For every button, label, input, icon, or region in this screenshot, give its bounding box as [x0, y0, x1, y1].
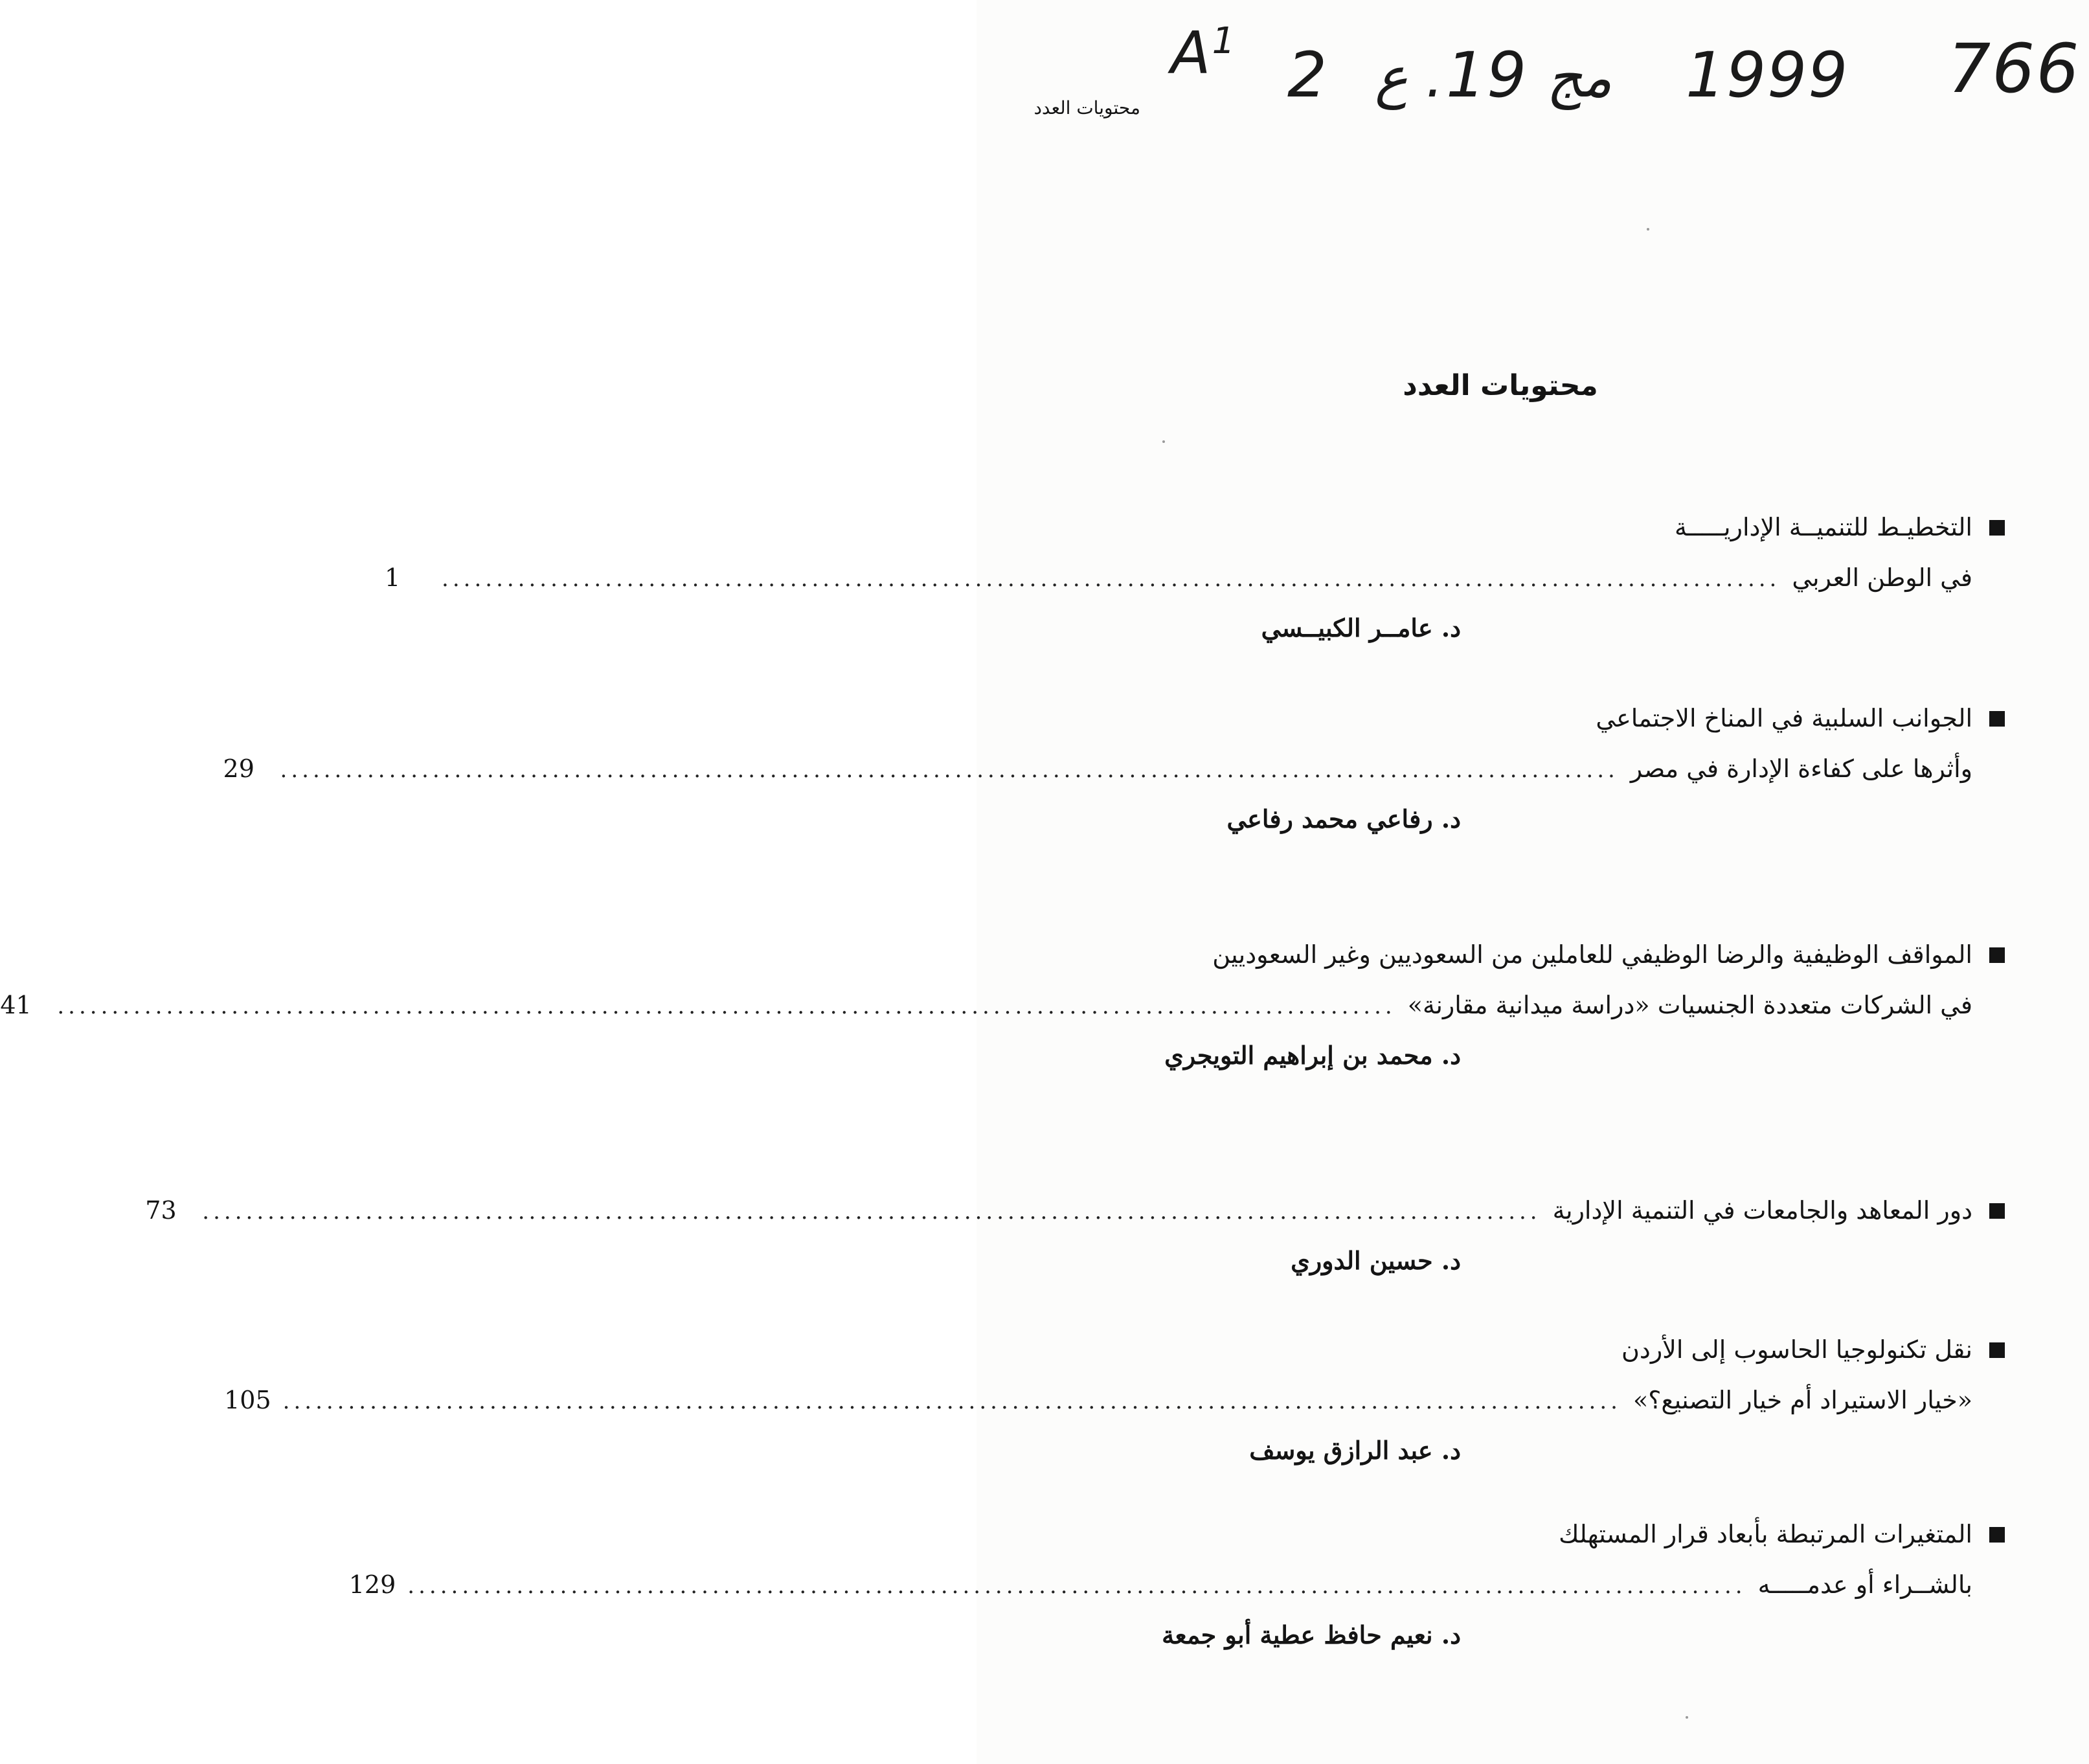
toc-entry[interactable]: [348, 1509, 2005, 1660]
toc-entry[interactable]: [224, 1324, 2005, 1476]
handwritten-number: 19: [1446, 39, 1528, 111]
author-line: [1008, 1236, 2005, 1286]
handwritten-day: 2: [1287, 39, 1329, 111]
toc-title-text: في الوطن العربي: [1792, 563, 1972, 592]
author-line: [1008, 1425, 2005, 1476]
toc-title-text: «خيار الاستيراد أم خيار التصنيع؟»: [1632, 1386, 1972, 1414]
toc-title-text: المتغيرات المرتبطة بأبعاد قرار المستهلك: [1559, 1520, 1972, 1548]
page-number: 29: [223, 754, 254, 783]
toc-entry[interactable]: [145, 1185, 2005, 1286]
leader-row: [223, 743, 1972, 795]
dot-leader: ...........................................................................................................................: [202, 1199, 1541, 1225]
author-name: د. رفاعي محمد رفاعي: [1226, 804, 1461, 833]
page-number: 1: [385, 563, 401, 592]
leader-row: [348, 1559, 1972, 1611]
handwritten-mj: مج: [1546, 45, 1612, 110]
toc-title-text: بالشــراء أو عدمـــــه: [1757, 1570, 1972, 1599]
dot-leader: ...........................................................................................................................: [282, 1388, 1621, 1414]
toc-title-line: [145, 1185, 2005, 1236]
toc-title-text: نقل تكنولوجيا الحاسوب إلى الأردن: [1621, 1335, 1972, 1364]
toc-title-line: [1008, 1324, 2005, 1375]
toc-title-text: في الشركات متعددة الجنسيات «دراسة ميدانية مقارنة»: [1407, 991, 1972, 1019]
page-number: 129: [348, 1570, 396, 1599]
running-header: محتويات العدد: [1033, 97, 1140, 119]
dot-leader: ...........................................................................................................................: [442, 566, 1781, 592]
bullet-square-icon: [1989, 1203, 2005, 1219]
toc-entry[interactable]: [223, 693, 2005, 844]
toc-title-line: [224, 1375, 2005, 1425]
page-number: 105: [224, 1386, 271, 1414]
author-name: د. نعيم حافظ عطية أبو جمعة: [1162, 1620, 1461, 1649]
scan-speck: [1686, 1716, 1688, 1719]
toc-title-text: دور المعاهد والجامعات في التنمية الإدارية: [1552, 1196, 1972, 1225]
author-line: [1008, 1030, 2005, 1081]
handwritten-page-number: 766: [1948, 29, 2081, 108]
toc-title-line: [1008, 693, 2005, 743]
toc-entry[interactable]: [385, 502, 2005, 653]
bullet-square-icon: [1989, 520, 2005, 536]
toc-title-line: [1008, 929, 2005, 980]
bullet-square-icon: [1989, 711, 2005, 727]
leader-row: [385, 552, 1972, 604]
toc-title-text: الجوانب السلبية في المناخ الاجتماعي: [1596, 704, 1972, 732]
toc-title-line: [1008, 502, 2005, 552]
author-name: د. حسين الدوري: [1291, 1246, 1461, 1275]
dot-leader: ...........................................................................................................................: [280, 757, 1619, 783]
toc-title-text: التخطيـط للتنميــة الإداريـــــة: [1675, 513, 1972, 541]
toc-title-line: [385, 552, 2005, 603]
toc-title-line: [0, 980, 2005, 1030]
leader-row: [224, 1375, 1972, 1427]
bullet-square-icon: [1989, 1527, 2005, 1543]
author-line: [1008, 1610, 2005, 1660]
author-name: د. محمد بن إبراهيم التويجري: [1164, 1041, 1461, 1070]
toc-title-line: [1008, 1509, 2005, 1559]
scan-speck: [1162, 440, 1165, 443]
page-title: محتويات العدد: [1403, 369, 1598, 402]
author-name: د. عبد الرازق يوسف: [1249, 1436, 1461, 1465]
bullet-square-icon: [1989, 1342, 2005, 1358]
handwritten-label: $A^1$: [1171, 19, 1237, 87]
page-number: 73: [145, 1196, 177, 1225]
toc-title-text: وأثرها على كفاءة الإدارة في مصر: [1630, 754, 1972, 783]
toc-title-text: المواقف الوظيفية والرضا الوظيفي للعاملين من السعوديين وغير السعوديين: [1212, 940, 1972, 969]
dot-leader: ...........................................................................................................................: [57, 993, 1396, 1019]
author-name: د. عامــر الكبيــسي: [1261, 613, 1461, 642]
leader-row: [145, 1185, 1972, 1237]
author-line: [1008, 794, 2005, 844]
toc-title-line: [348, 1559, 2005, 1610]
toc-entry[interactable]: [0, 929, 2005, 1081]
scan-speck: [1647, 228, 1649, 231]
page-number: 41: [0, 991, 32, 1019]
author-line: [1008, 603, 2005, 653]
toc-title-line: [223, 743, 2005, 794]
handwritten-e: ع .: [1375, 45, 1444, 110]
dot-leader: ...........................................................................................................................: [407, 1573, 1746, 1599]
leader-row: [0, 980, 1972, 1032]
bullet-square-icon: [1989, 947, 2005, 963]
handwritten-year: 1999: [1686, 39, 1849, 111]
